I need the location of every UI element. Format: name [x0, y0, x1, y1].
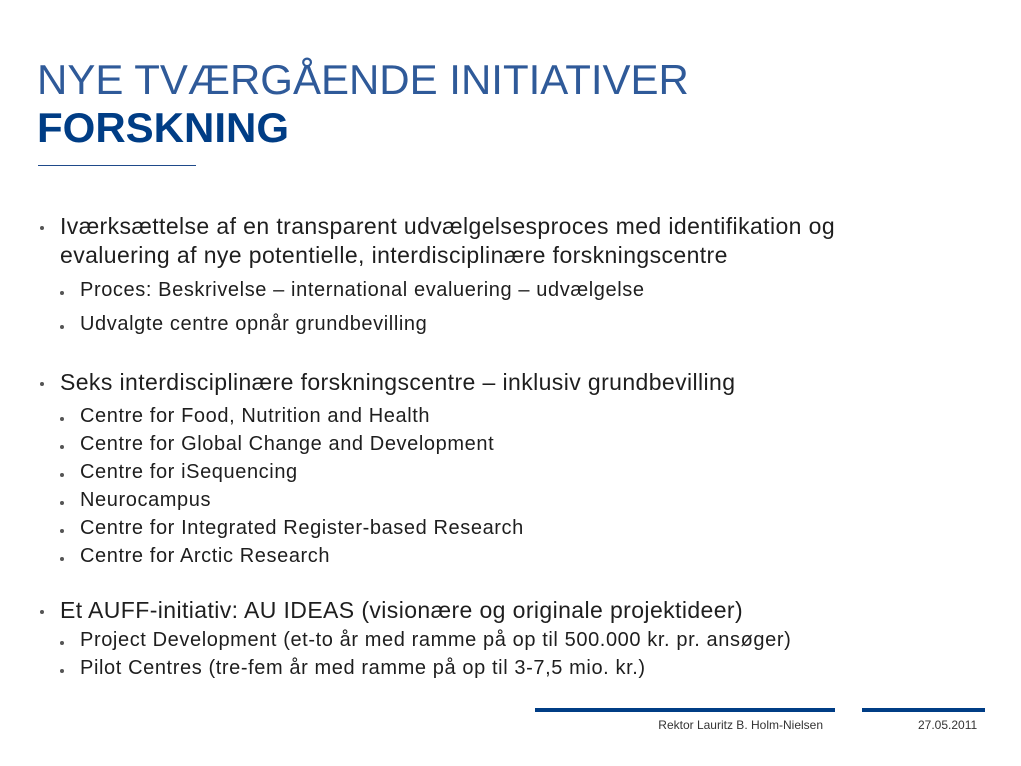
footer-presenter: Rektor Lauritz B. Holm-Nielsen: [658, 718, 823, 732]
sub-bullet-text: Project Development (et-to år med ramme på op til 500.000 kr. pr. ansøger): [80, 629, 792, 651]
bullet-dot: [40, 226, 44, 230]
sub-bullet-dot: [60, 501, 64, 505]
sub-bullet-dot: [60, 557, 64, 561]
footer-date: 27.05.2011: [918, 718, 978, 732]
sub-bullet-dot: [60, 417, 64, 421]
sub-bullet-dot: [60, 325, 64, 329]
sub-bullet-text: Udvalgte centre opnår grundbevilling: [80, 313, 428, 335]
footer-bar-presenter: [535, 708, 835, 712]
bullet-dot: [40, 382, 44, 386]
bullet-dot: [40, 610, 44, 614]
sub-bullet-dot: [60, 669, 64, 673]
sub-bullet-text: Centre for iSequencing: [80, 461, 298, 483]
footer-bar-date: [862, 708, 985, 712]
sub-bullet-text: Pilot Centres (tre-fem år med ramme på op til 3-7,5 mio. kr.): [80, 657, 646, 679]
sub-bullet-text: Centre for Food, Nutrition and Health: [80, 405, 431, 427]
sub-bullet-dot: [60, 641, 64, 645]
sub-bullet-dot: [60, 529, 64, 533]
sub-bullet-text: Centre for Global Change and Development: [80, 433, 495, 455]
bullet-text-continued: evaluering af nye potentielle, interdisciplinære forskningscentre: [60, 242, 728, 268]
sub-bullet-text: Neurocampus: [80, 489, 212, 511]
sub-bullet-dot: [60, 473, 64, 477]
bullet-text: Iværksættelse af en transparent udvælgelsesproces med identifikation og: [60, 213, 836, 239]
sub-bullet-text: Proces: Beskrivelse – international evaluering – udvælgelse: [80, 279, 645, 301]
sub-bullet-text: Centre for Arctic Research: [80, 545, 331, 567]
title-divider: [38, 165, 196, 166]
sub-bullet-text: Centre for Integrated Register-based Research: [80, 517, 524, 539]
slide-subtitle: FORSKNING: [37, 104, 289, 151]
slide-title: NYE TVÆRGÅENDE INITIATIVER: [37, 56, 689, 103]
sub-bullet-dot: [60, 291, 64, 295]
bullet-text: Et AUFF-initiativ: AU IDEAS (visionære og originale projektideer): [60, 597, 744, 623]
sub-bullet-dot: [60, 445, 64, 449]
bullet-text: Seks interdisciplinære forskningscentre – inklusiv grundbevilling: [60, 369, 736, 395]
